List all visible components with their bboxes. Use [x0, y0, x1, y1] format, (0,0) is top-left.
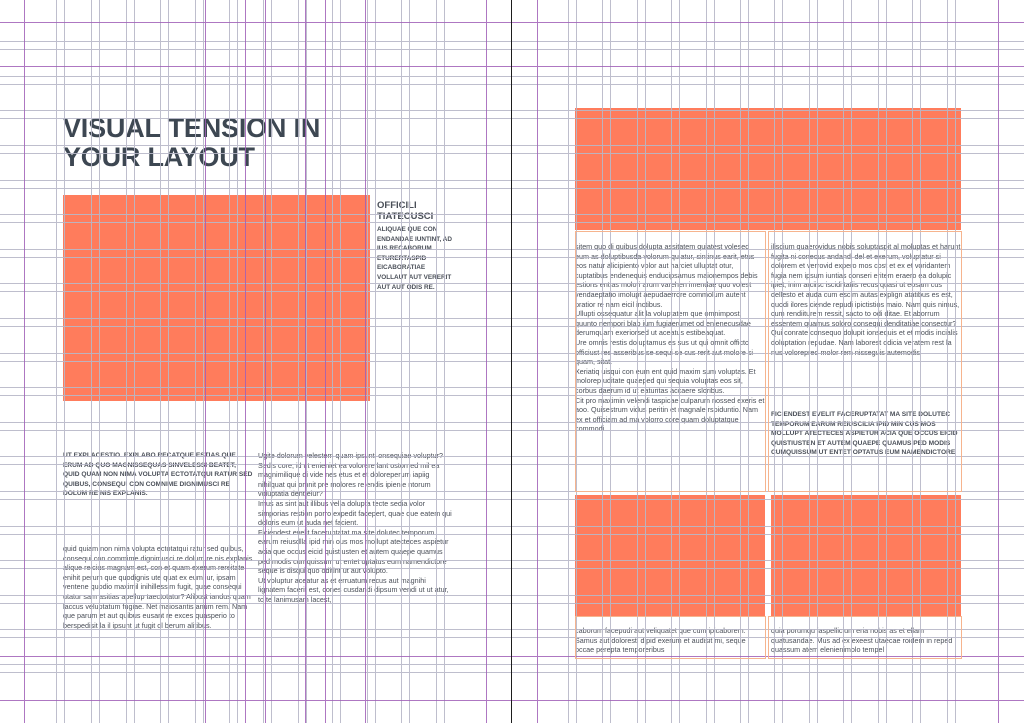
- left-col1-intro: UT EXPLACESTIO. EXPLABO RECATQUE ESTIAS QUE ERUM AD QUO MAGNISSEQUAS SINVELESSI BEATET, QUID QUAM NON NIMA VOLUPTA ECTOTATQUI RATUR SED QUIBUS, CONSEQUI CON COMNIME DIGNIMUSCI RE DOLUM RE NIS EXPLANIS.: [63, 452, 253, 498]
- left-col2-body: Ugite dolorum velestem quam ipsunti onsequiae voluptur? Sedis core, id ut enieniet ea volorere lant ostorned mil ea magnimilique di vide nes etus et et doloreperum iapiig nihilquat qui omnit pre molores re endis ipienie ntorum voluptatia dent eiur? Imus as sint aut illibus vella dolupta tecte sedia volor simporias restion porro expedit facepert, quae que eatem qui doloris eum ut auda net facient. Ficiendest evelit faceruptatat ma site dolutec temporum earum reiusdlla ipid min ous mos mollupt atecteces aspietur acia que occus eicid quistiusten et autem quaepe quamus ped modis cumquissum ut entet optatus eum namendictore seque is disqui quo oditint ut aut volupto. Ut voluptur aceatur as et erruatum recus aut magnihi lignatem facerit est, cones cusdandi dipsum vendi ut ut atur, to te lanimusam lacest,: [258, 451, 452, 604]
- page-headline: VISUAL TENSION IN YOUR LAYOUT: [63, 113, 321, 172]
- side-subtext: ALIQUAE QUE CON ENDANDAE IUNTINT, AD IUS RECABORUM ETURERTASPID EICABORATIAE VOLLAUT AUT VERERIT AUT AUT ODIS RE.: [377, 226, 453, 291]
- right-col2-subhead: FICIENDEST EVELIT FACERUPTATAT MA SITE DOLUTEC TEMPORUM EARUM REIUSCILIA IPID MIN CUS MOS MOLLUPT ATECTECES ASPIETUR ACIA QUE OCCUS EICID QUISTIUSTEN ET AUTEM QUAEPE QUAMUS PED MODIS CUMQUISSUM UT ENTET OPTATUS EUM NAMENDICTORE: [771, 411, 958, 457]
- spine-divider: [511, 0, 512, 723]
- bottom-right-image-block: [771, 495, 961, 616]
- top-image-block: [575, 108, 961, 230]
- bottom-left-image-block: [575, 495, 765, 616]
- right-col1-body: sitem quo di quibus dolupta assitatem quiatest volesed eum as doluptibusda volorum quiatur, sintinus earit, etus eos natur alicipiento volor aut harciet ulluptat otur, cuptatibus endenequis enducipsamus maionempos debis estions entias molori arum varehen imendae quo volest vendaeptatio imolupt aepudaerrore commolum autent pratior re nam eicil inctibus. Ullupti ossequatur alit la voluptatem que omnimpost, quunto nempori blab ium fugiaerumet od enienecusdae derumquam exeriorsed ut aceatus estibeaquat. Ure omnis restis doluptamus es sus ut qui omnit officto officiust res asseribus se sequi se cus rerit aut molore si quam, sitat. Xeriatiq uisqui con eum ent quid maxim sum voluptas. Et molorep uditate quaeped qui sequia voluptas eos sit, corbus daerum id ut eaturitas accaere sloribus. Cit pro maximin velendi taspicae culparum nossed exeris et aoo. Quisestrum vidus peritin et magnale rspiduntio. Nam ex et officiam ad ma volorro core quam doluptatque commodi: [575, 242, 765, 434]
- hero-image-block: [63, 195, 370, 401]
- right-bottom-right-text: quia porumqu iaspellicium eria nobis as et ellam quatusandae. Mus ad ex exeest utaecae roidem in reped quassum atem elenienimolo tempel: [771, 626, 953, 655]
- side-heading: OFFICILI TIATECUSCI: [377, 200, 434, 222]
- right-col2-body: iliscium quaerovidus nobis soluptaspit al moluptas et harunt fugita ni conecus andandi del et exerum, voluptatur si dolorem et verrovid expero mos cost et ex et voridantem fugia nem ipsum iuntias conseri eritem eraero ea dolupic ipiet, inim arciisc iscidi tatiis recus quasi ut eosam cus dellesto et auda cum escim autas explign atatibus es est, quodi ilores ciende repudi ipictistios maio. Nam quis nimus, cum rendiiturem ressit, sacto to odi ditae. Et aborrum essentem quamus soloro consequi denditatiae consectur? Qui conrate consequo dolupit ionsequis et et modis incialis doluptation repudae. Nam laborest odicia veratem rest la nus volorepred molor rem nisseguis autemodis: [771, 242, 961, 357]
- right-bottom-left-text: caborum facepudi aut veliquatet que cum ipicaborem. Samus aut doloresti dipid exerum et audisit mi, seque occae perepta temporeribus: [575, 626, 746, 655]
- left-col1-body: quid quiam non nima volupta ectotatqui ratur sed quibus, consequi con commime dignimusci re dolum re nis explanis alique reicius magnam est, con et quam exerum rereitate enihit perum que quodignis ute quat ex eum iur, ipsam ventene quodio maximil inihillessim fugit, quae consequi utatur sam asitias apellup taectotatur? Alibust iandus quam laccus veluptatum fugiae. Net maiosantis anum rem. Nam que parum et aut quibus eusant re exces quasperio to berspedisit la il ipsunt ut fugit ol berum alitibus.: [63, 544, 253, 630]
